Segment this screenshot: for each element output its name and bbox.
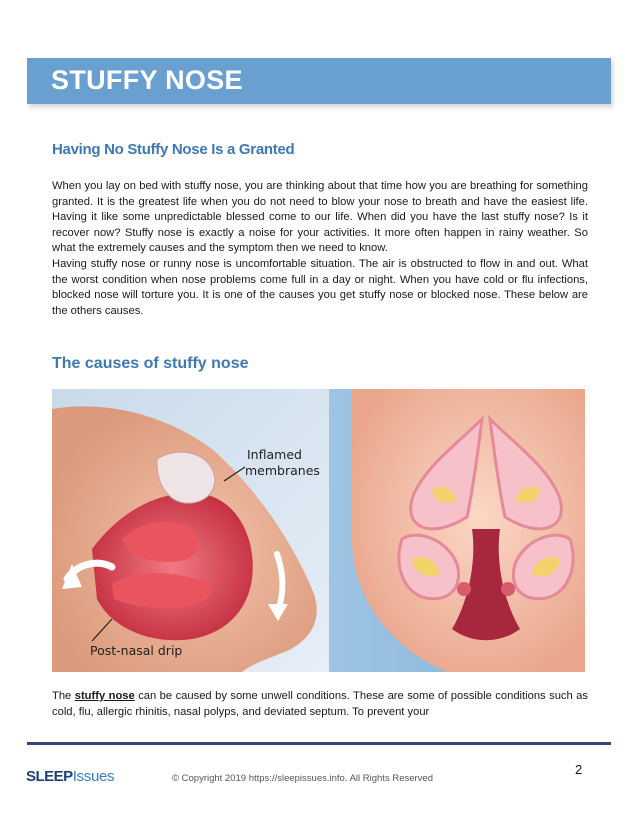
copyright-notice: © Copyright 2019 https://sleepissues.info. All Rights Reserved — [172, 773, 433, 784]
footer-divider — [27, 742, 611, 745]
nasal-anatomy-drawing — [52, 389, 585, 672]
logo-sleep-text: SLEEP — [26, 768, 73, 785]
intro-paragraph-2: Having stuffy nose or runny nose is uncomfortable situation. The air is obstructed to flow in and out. What the worst condition when nose problems come full in a day or night. When you have cold or flu infections, blocked nose will torture you. It is one of the causes you get stuffy nose or blocked nose. These below are the others causes. — [52, 258, 588, 317]
intro-paragraph-1: When you lay on bed with stuffy nose, you are thinking about that time how you are breathing for something granted. It is the greatest life when you do not need to blow your nose to breath and have the easiest life. Having it like some unpredictable blessed come to our life. When did you have the last stuffy nose? Is it recover now? Stuffy nose is exactly a noise for your activities. It more often happen in rainy weather. So what the extremely causes and the symptom then we need to know. — [52, 180, 588, 255]
stuffy-nose-link[interactable]: stuffy nose — [74, 690, 135, 702]
membranes-label: membranes — [245, 463, 320, 478]
title-banner — [27, 58, 611, 104]
causes-paragraph-rest: can be caused by some unwell conditions. These are some of possible conditions such as cold, flu, allergic rhinitis, nasal polyps, and deviated septum. To prevent your — [52, 690, 588, 718]
sleep-issues-logo — [26, 768, 114, 786]
inflamed-label: Inflamed — [247, 447, 302, 462]
page-number: 2 — [575, 762, 583, 777]
causes-heading: The causes of stuffy nose — [52, 355, 249, 372]
page-title: STUFFY NOSE — [51, 65, 243, 95]
nasal-anatomy-illustration — [52, 389, 585, 672]
logo-issues-text: Issues — [72, 768, 115, 785]
intro-heading: Having No Stuffy Nose Is a Granted — [52, 141, 295, 158]
post-nasal-drip-label: Post-nasal drip — [90, 643, 183, 658]
causes-paragraph — [52, 689, 588, 720]
causes-paragraph-prefix: The — [52, 690, 75, 702]
